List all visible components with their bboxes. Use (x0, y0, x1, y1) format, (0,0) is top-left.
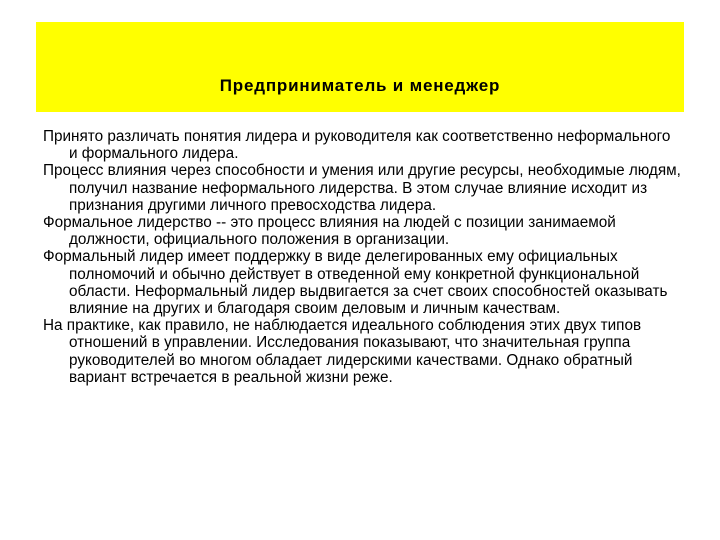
paragraph-practice: На практике, как правило, не наблюдается идеального соблюдения этих двух типов отношений в управлении. Исследования показывают, что значительная группа руководителей во многом обладает лидерскими качествами. Однако обратный вариант встречается в реальной жизни реже. (43, 317, 642, 386)
slide-title: Предприниматель и менеджер (219, 76, 501, 95)
title-banner (36, 22, 684, 112)
paragraph-formal-leadership: Формальное лидерство -- это процесс влияния на людей с позиции занимаемой должности, официального положения в организации. (43, 214, 616, 249)
paragraph-informal-leadership: Процесс влияния через способности и умения или другие ресурсы, необходимые людям, получил название неформального лидерства. В этом случае влияние исходит из признания другими личного превосходства лидера. (43, 162, 681, 214)
paragraph-formal-leader: Формальный лидер имеет поддержку в виде делегированных ему официальных полномочий и обычно действует в отведенной ему конкретной функциональной области. Неформальный лидер выдвигается за счет своих способностей оказывать влияние на других и благодаря своим деловым и личным качествам. (43, 248, 668, 318)
body-text (43, 128, 683, 386)
paragraph-informal-vs-formal: Принято различать понятия лидера и руководителя как соответственно неформального и формального лидера. (43, 128, 671, 163)
